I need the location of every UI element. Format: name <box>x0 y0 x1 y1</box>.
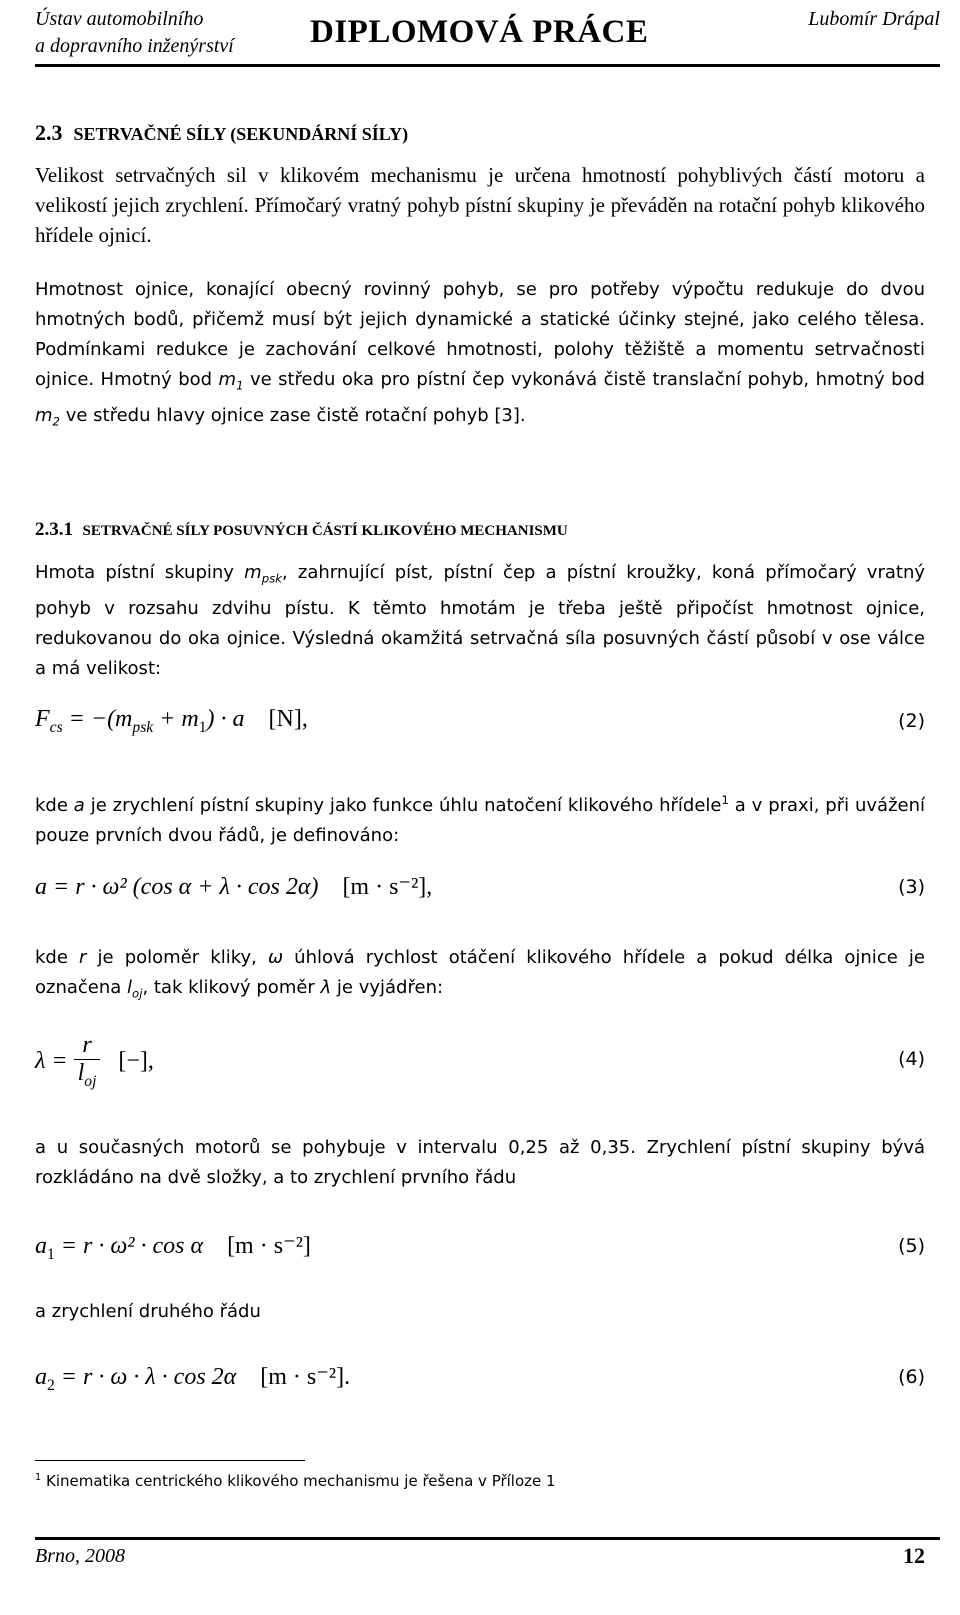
eq-sub: cs <box>49 718 63 736</box>
page-number: 12 <box>903 1543 925 1568</box>
text-run: , tak klikový poměr <box>142 977 321 998</box>
equation-number-5: (5) <box>898 1235 925 1257</box>
paragraph-second-order: a zrychlení druhého řádu <box>35 1301 261 1322</box>
var-omega: ω <box>267 947 284 968</box>
subsection-title: SETRVAČNÉ SÍLY POSUVNÝCH ČÁSTÍ KLIKOVÉHO MECHANISMU <box>82 523 568 539</box>
footnote-text: Kinematika centrického klikového mechanismu je řešena v Příloze 1 <box>41 1472 556 1490</box>
header-institute <box>35 6 234 60</box>
eq-unit: [N], <box>268 706 308 732</box>
text-run: kde <box>35 947 80 968</box>
eq-term: ) · a <box>206 706 245 732</box>
var-m: m <box>35 404 53 426</box>
var-m: m <box>244 562 262 583</box>
footnote <box>35 1472 556 1490</box>
eq-sub: psk <box>132 718 154 736</box>
eq-unit: [−], <box>118 1047 154 1074</box>
equation-number-4: (4) <box>898 1048 925 1070</box>
text-run: ve středu oka pro pístní čep vykonává čistě translační pohyb, hmotný bod <box>243 369 925 390</box>
sub-2: 2 <box>52 414 60 429</box>
equation-number-6: (6) <box>898 1366 925 1388</box>
var-r: r <box>79 947 87 968</box>
eq-sub: oj <box>84 1072 97 1090</box>
text-run: , zahrnující píst, pístní čep a pístní kroužky, koná přímočarý vratný pohyb v rozsahu zdvihu pístu. K těmto hmotám je třeba ještě připočíst hmotnost ojnice, redukovanou do oka ojnice. Výsledná okamžitá setrvačná síla posuvných částí působí v ose válce a má velikost: <box>35 562 926 679</box>
footer-place-year: Brno, 2008 <box>35 1545 125 1567</box>
paragraph-components: a u současných motorů se pohybuje v intervalu 0,25 až 0,35. Zrychlení pístní skupiny bývá rozkládáno na dvě složky, a to zrychlení prvního řádu <box>35 1137 925 1188</box>
fraction-numerator: r <box>74 1032 101 1060</box>
paragraph-crank-ratio <box>35 943 925 1009</box>
sub-oj: oj <box>132 986 143 1001</box>
eq-term: l <box>77 1060 85 1086</box>
text-run: Hmota pístní skupiny <box>35 562 245 583</box>
paragraph-piston-mass <box>35 558 925 684</box>
text-run: a v praxi, při uvážení pouze prvních dvou řádů, je definováno: <box>35 795 925 846</box>
eq-term: a <box>35 1233 47 1259</box>
sub-1: 1 <box>236 378 244 393</box>
institute-line1: Ústav automobilního <box>35 8 204 30</box>
footnote-mark: 1 <box>35 1472 42 1483</box>
fraction <box>74 1032 101 1091</box>
eq-unit: [m · s⁻²], <box>342 874 433 900</box>
sub-psk: psk <box>261 571 282 586</box>
text-run: ve středu hlavy ojnice zase čistě rotační pohyb [3]. <box>59 404 526 426</box>
equation-number-3: (3) <box>898 876 925 898</box>
eq-sub: 1 <box>47 1245 55 1263</box>
header-divider <box>35 64 940 67</box>
eq-term: = r · ω² · cos α <box>60 1233 204 1259</box>
var-lambda: λ <box>320 977 332 998</box>
eq-sub: 1 <box>198 718 207 736</box>
paragraph-acceleration <box>35 785 925 851</box>
equation-2 <box>35 706 308 737</box>
fraction-denominator <box>74 1060 101 1091</box>
eq-unit: [m · s⁻²]. <box>260 1364 351 1390</box>
text-run: je zrychlení pístní skupiny jako funkce úhlu natočení klikového hřídele <box>84 795 722 816</box>
equation-number-2: (2) <box>898 710 925 732</box>
section-title: SETRVAČNÉ SÍLY (SEKUNDÁRNÍ SÍLY) <box>73 124 409 144</box>
section-heading <box>35 120 408 146</box>
paragraph-intro: Velikost setrvačných sil v klikovém mechanismu je určena hmotností pohyblivých částí motoru a velikostí jejich zrychlení. Přímočarý vratný pohyb pístní skupiny je převáděn na rotační pohyb klikového hřídele ojnicí. <box>35 163 925 247</box>
footnote-ref[interactable]: 1 <box>721 793 729 807</box>
eq-term: = −(m <box>68 706 133 732</box>
equation-4 <box>35 1032 154 1091</box>
var-l: l <box>127 977 133 998</box>
document-title: DIPLOMOVÁ PRÁCE <box>310 14 649 50</box>
text-run: je vyjádřen: <box>331 977 444 998</box>
equation-6 <box>35 1362 350 1395</box>
footer-divider <box>35 1537 940 1540</box>
paragraph-reduction <box>35 275 925 436</box>
equation-3 <box>35 872 432 901</box>
eq-term: F <box>35 706 50 732</box>
footnote-divider <box>35 1460 305 1461</box>
eq-unit: [m · s⁻²] <box>227 1233 311 1259</box>
subsection-heading <box>35 519 568 541</box>
section-number: 2.3 <box>35 120 63 145</box>
eq-term: λ = <box>35 1047 68 1074</box>
header-author: Lubomír Drápal <box>808 8 940 30</box>
institute-line2: a dopravního inženýrství <box>35 35 234 57</box>
eq-term: + m <box>153 706 199 732</box>
text-run: kde <box>35 795 74 816</box>
text-run: úhlová rychlost otáčení klikového hřídele a pokud délka ojnice je označena <box>35 947 925 998</box>
var-a: a <box>73 795 85 816</box>
eq-term: a = r · ω² (cos α + λ · cos 2α) <box>35 874 319 900</box>
eq-term: = r · ω · λ · cos 2α <box>60 1364 237 1390</box>
var-m: m <box>218 369 237 390</box>
subsection-number: 2.3.1 <box>35 519 73 540</box>
text-run: je poloměr kliky, <box>86 947 268 968</box>
text-run: Hmotnost ojnice, konající obecný rovinný pohyb, se pro potřeby výpočtu redukuje do dvou hmotných bodů, přičemž musí být jejich dynamické a statické účinky stejné, jako celého tělesa. Podmínkami redukce je zachování celkové hmotnosti, polohy těžiště a momentu setrvačnosti ojnice. Hmotný bod <box>35 279 925 390</box>
eq-term: a <box>35 1364 47 1390</box>
eq-sub: 2 <box>47 1376 55 1394</box>
equation-5 <box>35 1231 311 1264</box>
